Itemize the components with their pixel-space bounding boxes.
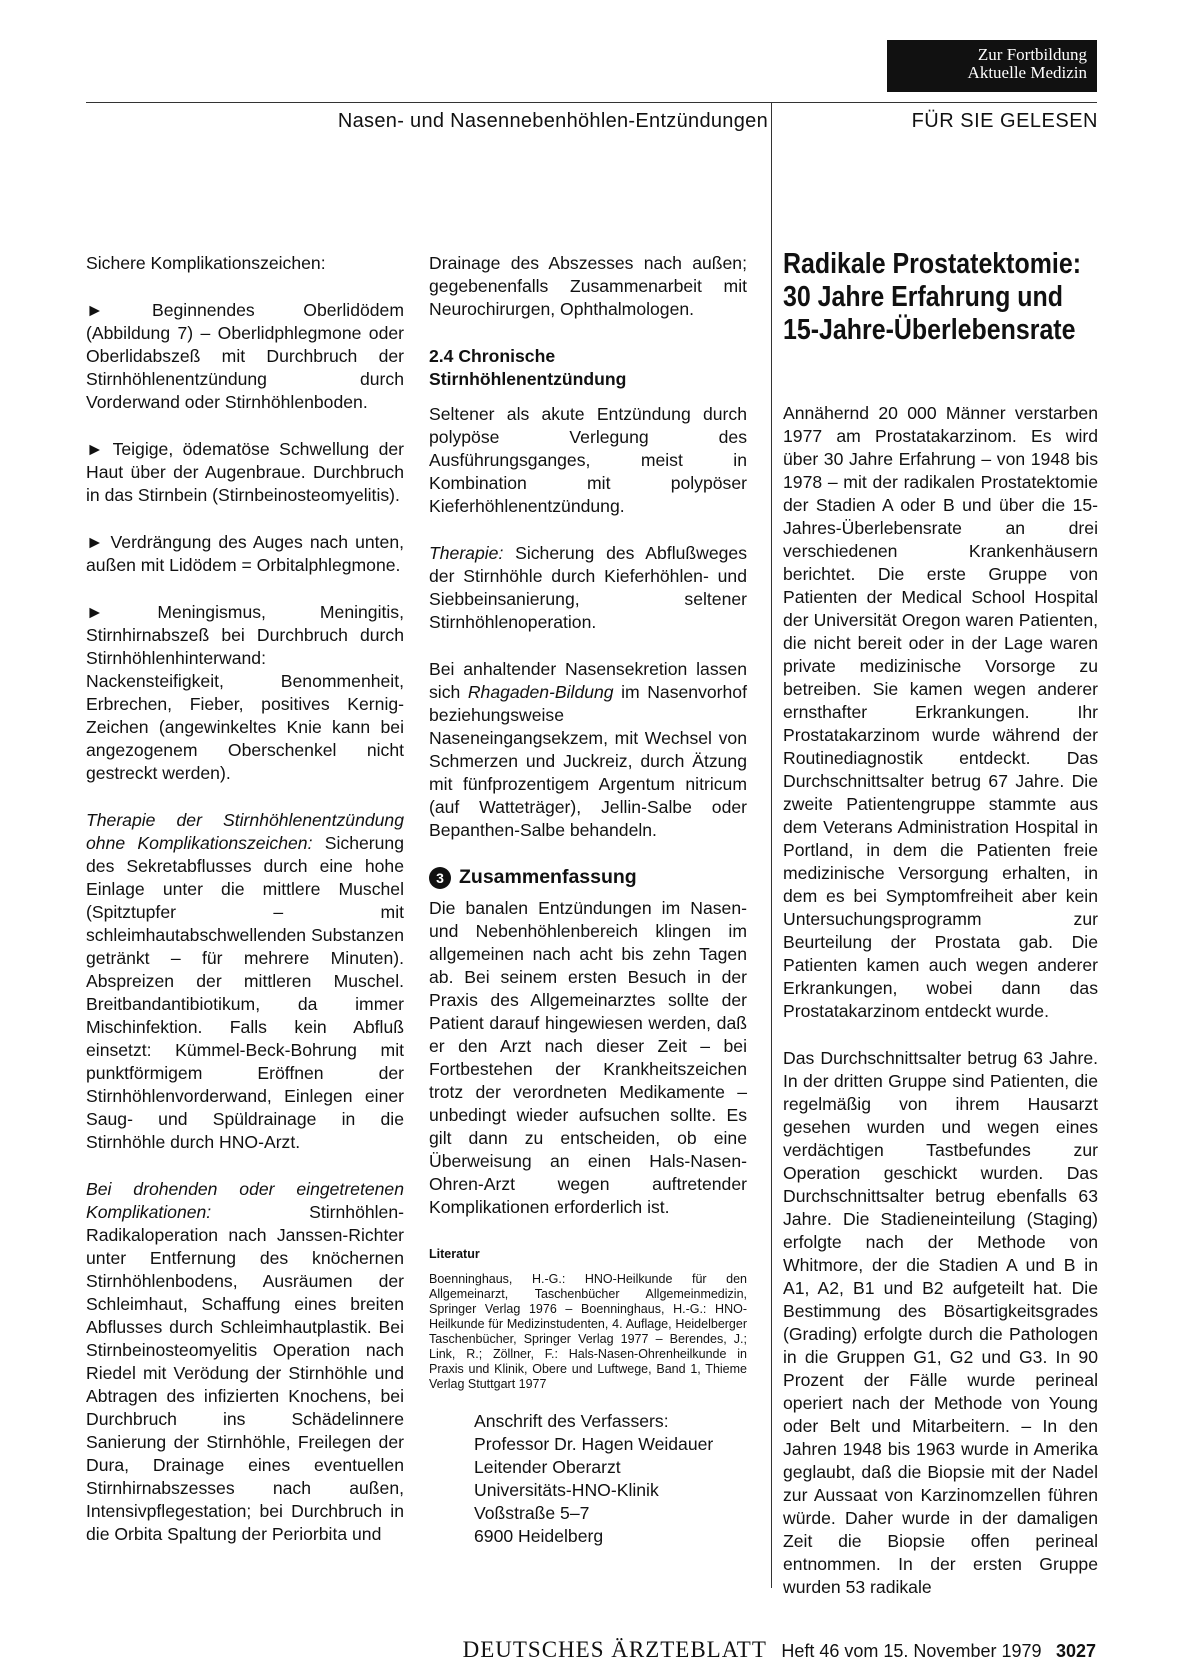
paragraph-lead: Therapie: xyxy=(429,543,504,563)
paragraph: Die banalen Entzündungen im Nasen- und Nebenhöhlenbereich klingen im allgemeinen nach acht bis zehn Tagen ab. Bei seinem ersten Besuch in der Praxis des Allgemeinarztes sollte der Patient darauf hingewiesen werden, daß er den Arzt nach dieser Zeit – bei Fortbestehen der Krankheitszeichen trotz der verordneten Medikamente – unbedingt wieder aufsuchen sollte. Es gilt dann zu entscheiden, ob eine Überweisung an einen Hals-Nasen-Ohren-Arzt wegen auftretender Komplikationen erforderlich ist. xyxy=(429,898,747,1217)
bullet-text: Meningismus, Meningitis, Stirnhirnabszeß bei Durchbruch durch Stirnhöhlenhinterwand: Nackensteifigkeit, Benommenheit, Erbrechen, Fieber, positives Kernig-Zeichen (angewinkeltes Knie kann bei angezogenem Oberschenkel nicht gestreckt werden). xyxy=(86,602,404,783)
article-column-3 xyxy=(783,248,1098,1623)
bullet-item xyxy=(86,531,404,577)
article-title-line: Radikale Prostatektomie: xyxy=(783,248,1082,280)
bullet-item xyxy=(86,299,404,414)
literature-heading: Literatur xyxy=(429,1247,480,1261)
bullet-triangle-icon: ► xyxy=(86,300,104,320)
address-line: Anschrift des Verfassers: xyxy=(474,1411,669,1431)
address-line: Professor Dr. Hagen Weidauer xyxy=(474,1434,714,1454)
paragraph-lead: Bei drohenden oder eingetretenen Komplikationen: xyxy=(86,1179,404,1222)
article-title-line: 15-Jahre-Überlebensrate xyxy=(783,314,1076,346)
paragraph-body: Bei anhaltender Nasensekretion lassen sich xyxy=(429,659,747,702)
address-line: Universitäts-HNO-Klinik xyxy=(474,1480,659,1500)
paragraph: Annähernd 20 000 Männer verstarben 1977 am Prostatakarzinom. Es wird über 30 Jahre Erfahrung – von 1948 bis 1978 – mit der radikalen Prostatektomie der Stadien A oder B und über die 15-Jahres-Überlebensrate an drei verschiedenen Krankenhäusern berichtet. Die erste Gruppe von Patienten der Medical School Hospital der Universität Oregon waren Patienten, die nicht bereit oder in der Lage waren private medizinische Vorsorge zu betreiben. Sie kamen wegen anderer ernsthafter Erkrankungen. Ihr Prostatakarzinom wurde während der Routinediagnostik entdeckt. Das Durchschnittsalter betrug 67 Jahre. Die zweite Patientengruppe stammte aus dem Veterans Administration Hospital in Portland, in dem die Patienten freie medizinische Versorgung erhalten, in dem es bei Symptomfreiheit aber kein Untersuchungsprogramm zur Beurteilung der Prostata gab. Die Patienten kamen auch wegen anderer Erkrankungen, wobei dann das Prostatakarzinom entdeckt wurde. xyxy=(783,403,1098,1021)
article-column-1 xyxy=(86,252,404,1570)
paragraph xyxy=(86,809,404,1154)
article-title-line: 30 Jahre Erfahrung und xyxy=(783,281,1063,313)
article-title xyxy=(783,248,1093,347)
bullet-item xyxy=(86,438,404,507)
paragraph-body: Sicherung des Sekretabflusses durch eine hohe Einlage unter die mittlere Muschel (Spitztupfer – mit schleimhautabschwellenden Substanzen getränkt – für mehrere Minuten). Abspreizen der mittleren Muschel. Breitbandantibiotikum, da immer Mischinfektion. Falls kein Abfluß einsetzt: Kümmel-Beck-Bohrung mit punktförmigem Eröffnen der Stirnhöhlenvorderwand, Einlegen einer Saug- und Spüldrainage in die Stirnhöhle durch HNO-Arzt. xyxy=(86,833,404,1152)
column-divider xyxy=(771,103,772,1588)
paragraph-lead: Therapie der Stirnhöhlenentzündung ohne Komplikationszeichen: xyxy=(86,810,404,853)
paragraph-body: Sicherung des Abflußweges der Stirnhöhle durch Kieferhöhlen- und Siebbeinsanierung, seltener Stirnhöhlenoperation. xyxy=(429,543,747,632)
bullet-triangle-icon: ► xyxy=(86,602,104,622)
author-address xyxy=(429,1410,747,1548)
address-line: 6900 Heidelberg xyxy=(474,1526,604,1546)
bullet-text: Beginnendes Oberlidödem (Abbildung 7) – Oberlidphlegmone oder Oberlidabszeß mit Durchbruch der Stirnhöhlenentzündung durch Vorderwand oder Stirnhöhlenboden. xyxy=(86,300,404,412)
paragraph: Das Durchschnittsalter betrug 63 Jahre. In der dritten Gruppe sind Patienten, die regelmäßig von ihrem Hausarzt gesehen wurden und wegen eines verdächtigen Tastbefundes zur Operation geschickt wurden. Das Durchschnittsalter betrug ebenfalls 63 Jahre. Die Stadieneinteilung (Staging) erfolgte nach der Methode von Whitmore, der die Stadien A und B in A1, A2, B1 und B2 aufgeteilt hat. Die Bestimmung des Bösartigkeitsgrades (Grading) erfolgte durch die Pathologen in die Gruppen G1, G2 und G3. In 90 Prozent der Fälle wurde perineal operiert nach der Methode von Young oder Belt und Mitarbeitern. – In den Jahren 1948 bis 1963 wurde in Amerika geglaubt, daß die Biopsie mit der Nadel zur Aussaat von Karzinomzellen führen würde. Daher wurde in der damaligen Zeit die Biopsie offen perineal entnommen. In der ersten Gruppe wurden 53 radikale xyxy=(783,1048,1098,1597)
bullet-item xyxy=(86,601,404,785)
magazine-name: DEUTSCHES ÄRZTEBLATT xyxy=(462,1637,767,1662)
bullet-triangle-icon: ► xyxy=(86,439,104,459)
rubric-badge xyxy=(887,40,1097,92)
bullet-text: Teigige, ödematöse Schwellung der Haut über der Augenbraue. Durchbruch in das Stirnbein (Stirnbeinosteomyelitis). xyxy=(86,439,405,505)
subsection-heading xyxy=(429,345,747,391)
section-heading xyxy=(429,866,747,889)
article-column-2 xyxy=(429,252,747,1548)
paragraph xyxy=(86,1178,404,1546)
address-line: Voßstraße 5–7 xyxy=(474,1503,590,1523)
page-number: 3027 xyxy=(1055,1641,1096,1661)
subsection-heading-line: 2.4 Chronische xyxy=(429,346,556,366)
paragraph-emphasis: Rhagaden-Bildung xyxy=(467,682,614,702)
section-title-right: FÜR SIE GELESEN xyxy=(911,110,1098,132)
rubric-line-2: Aktuelle Medizin xyxy=(967,63,1087,82)
paragraph-body: im Nasenvorhof beziehungsweise Naseneingangsekzem, mit Wechsel von Schmerzen und Juckreiz, durch Ätzung mit fünfprozentigem Argentum nitricum (auf Watteträger), Jellin-Salbe oder Bepanthen-Salbe behandeln. xyxy=(429,682,747,840)
rubric-line-1: Zur Fortbildung xyxy=(977,45,1087,64)
section-heading-text: Zusammenfassung xyxy=(459,866,637,888)
subsection-heading-line: Stirnhöhlenentzündung xyxy=(429,369,627,389)
paragraph xyxy=(429,658,747,842)
paragraph: Seltener als akute Entzündung durch polypöse Verlegung des Ausführungsganges, meist in Kombination mit polypöser Kieferhöhlenentzündung. xyxy=(429,404,747,516)
paragraph-body: Stirnhöhlen-Radikaloperation nach Janssen-Richter unter Entfernung des knöchernen Stirnhöhlenbodens, Ausräumen der Schleimhaut, Schaffung eines breiten Abflusses durch Schleimhautplastik. Bei Stirnbeinosteomyelitis Operation nach Riedel mit Verödung der Stirnhöhle und Abtragen des infizierten Knochens, bei Durchbruch ins Schädelinnere Sanierung der Stirnhöhle, Freilegen der Dura, Drainage eines eventuellen Stirnhirnabszesses nach außen, Intensivpflegestation; bei Durchbruch in die Orbita Spaltung der Periorbita und xyxy=(86,1202,404,1544)
page-footer xyxy=(0,1637,1096,1663)
header-rule xyxy=(86,102,1097,103)
section-number-badge: 3 xyxy=(429,867,451,889)
bullet-triangle-icon: ► xyxy=(86,532,104,552)
paragraph xyxy=(429,542,747,634)
issue-info: Heft 46 vom 15. November 1979 xyxy=(781,1641,1042,1661)
address-line: Leitender Oberarzt xyxy=(474,1457,621,1477)
literature-text: Boenninghaus, H.-G.: HNO-Heilkunde für den Allgemeinarzt, Taschenbücher Allgemeinmedizin, Springer Verlag 1976 – Boenninghaus, H.-G.: HNO-Heilkunde für Medizinstudenten, 4. Auflage, Heidelberger Taschenbücher, Springer Verlag 1977 – Berendes, J.; Link, R.; Zöllner, F.: Hals-Nasen-Ohrenheilkunde in Praxis und Klinik, Obere und Luftwege, Band 1, Thieme Verlag Stuttgart 1977 xyxy=(429,1272,747,1391)
section-title-left: Nasen- und Nasennebenhöhlen-Entzündungen xyxy=(337,110,768,132)
paragraph: Drainage des Abszesses nach außen; gegebenenfalls Zusammenarbeit mit Neurochirurgen, Ophthalmologen. xyxy=(429,253,747,319)
bullet-text: Verdrängung des Auges nach unten, außen mit Lidödem = Orbitalphlegmone. xyxy=(86,532,404,575)
paragraph: Sichere Komplikationszeichen: xyxy=(86,253,326,273)
